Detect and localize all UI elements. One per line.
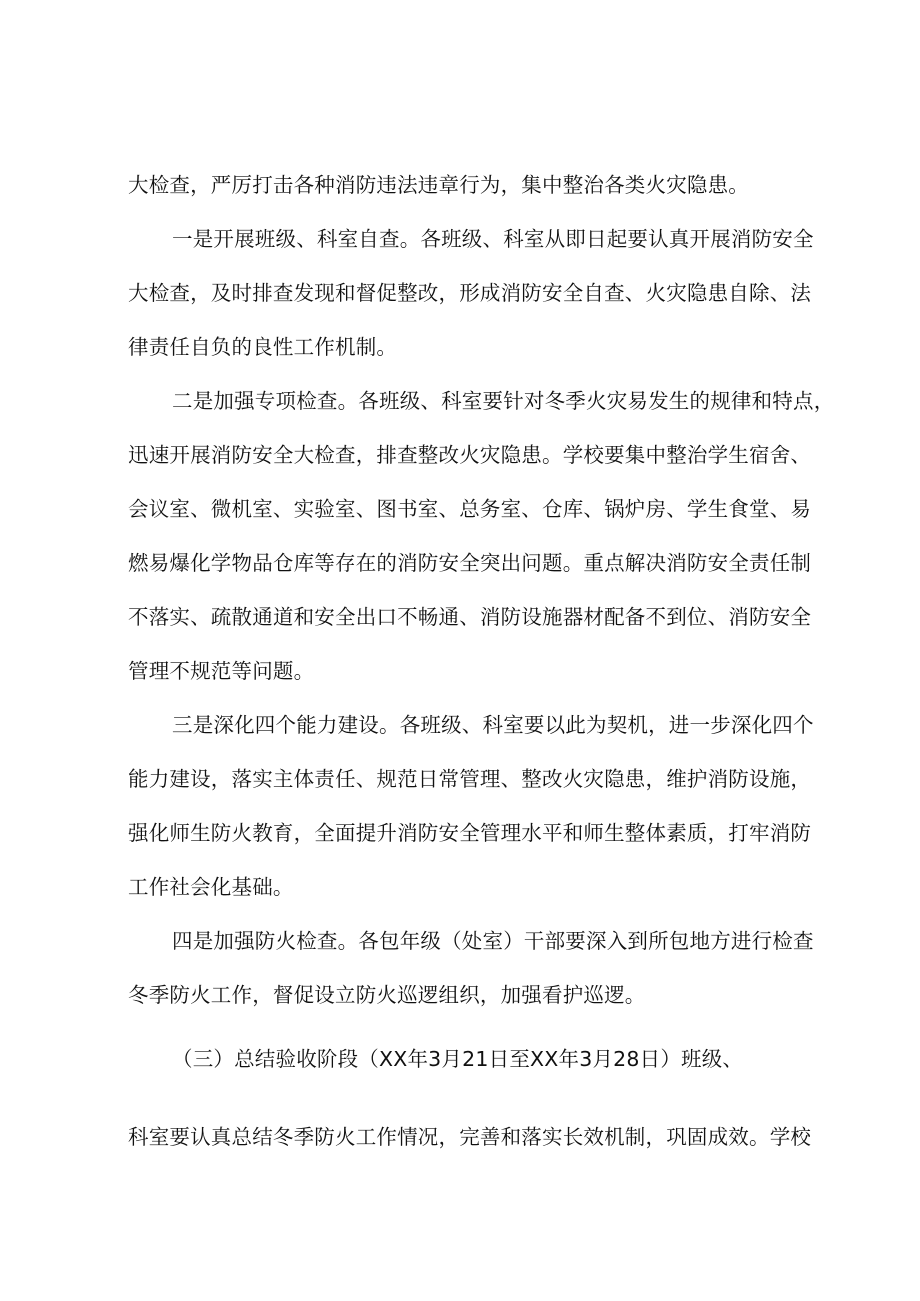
paragraph-line: 管理不规范等问题。 <box>128 659 315 683</box>
paragraph-line: 大检查，严厉打击各种消防违法违章行为，集中整治各类火灾隐患。 <box>128 173 749 197</box>
paragraph-line: 工作社会化基础。 <box>128 875 294 899</box>
paragraph-line: 不落实、疏散通道和安全出口不畅通、消防设施器材配备不到位、消防安全 <box>128 605 812 629</box>
paragraph-line: 大检查，及时排查发现和督促整改，形成消防安全自查、火灾隐患自除、法 <box>128 281 812 305</box>
paragraph-line: 燃易爆化学物品仓库等存在的消防安全突出问题。重点解决消防安全责任制 <box>128 551 812 575</box>
paragraph-line: 一是开展班级、科室自查。各班级、科室从即日起要认真开展消防安全 <box>172 227 814 251</box>
paragraph-line: 冬季防火工作，督促设立防火巡逻组织，加强看护巡逻。 <box>128 983 646 1007</box>
paragraph-line: 科室要认真总结冬季防火工作情况，完善和落实长效机制，巩固成效。学校 <box>128 1125 812 1149</box>
paragraph-line: 迅速开展消防安全大检查，排查整改火灾隐患。学校要集中整治学生宿舍、 <box>128 443 812 467</box>
paragraph-line: 强化师生防火教育，全面提升消防安全管理水平和师生整体素质，打牢消防 <box>128 821 812 845</box>
paragraph-line: 会议室、微机室、实验室、图书室、总务室、仓库、锅炉房、学生食堂、易 <box>128 497 812 521</box>
paragraph-line: 能力建设，落实主体责任、规范日常管理、整改火灾隐患，维护消防设施， <box>128 767 812 791</box>
paragraph-line: 二是加强专项检查。各班级、科室要针对冬季火灾易发生的规律和特点， <box>172 389 835 413</box>
paragraph-line: 三是深化四个能力建设。各班级、科室要以此为契机，进一步深化四个 <box>172 713 814 737</box>
paragraph-line: 四是加强防火检查。各包年级（处室）干部要深入到所包地方进行检查 <box>172 929 814 953</box>
section-heading-line: （三）总结验收阶段（XX年3月21日至XX年3月28日）班级、 <box>172 1047 744 1071</box>
paragraph-line: 律责任自负的良性工作机制。 <box>128 335 398 359</box>
